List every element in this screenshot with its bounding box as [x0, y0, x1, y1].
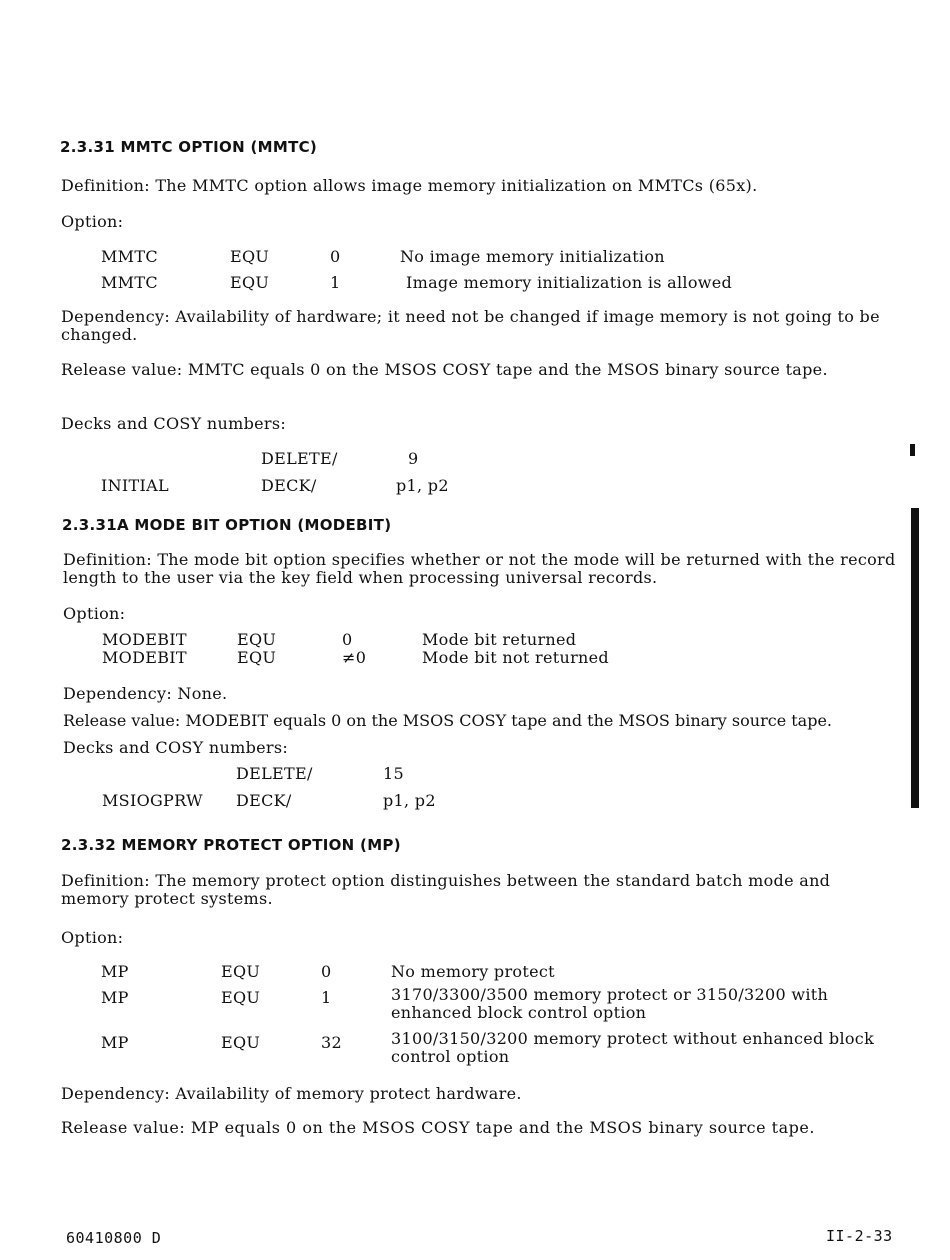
decks-delete: DELETE/	[261, 449, 338, 468]
option-equ: EQU	[230, 247, 270, 266]
release-memory-protect: Release value: MP equals 0 on the MSOS COSY tape and the MSOS binary source tape.	[61, 1118, 815, 1137]
option-label-memory-protect: Option:	[61, 928, 124, 947]
option-value: 0	[321, 962, 332, 981]
option-name: MMTC	[101, 247, 158, 266]
section-heading-mmtc: 2.3.31 MMTC OPTION (MMTC)	[60, 138, 318, 156]
option-equ: EQU	[237, 630, 277, 649]
definition-memory-protect: Definition: The memory protect option distinguishes between the standard batch mode and memory protect systems.	[61, 871, 831, 908]
release-mmtc: Release value: MMTC equals 0 on the MSOS COSY tape and the MSOS binary source tape.	[61, 360, 828, 379]
option-label-modebit: Option:	[63, 604, 126, 623]
decks-deck: DECK/	[236, 791, 292, 810]
option-equ: EQU	[221, 1033, 261, 1052]
option-description: Image memory initialization is allowed	[406, 273, 733, 292]
option-description: No memory protect	[391, 962, 555, 981]
decks-deck-value: p1, p2	[383, 791, 436, 810]
option-name: MMTC	[101, 273, 158, 292]
option-equ: EQU	[221, 962, 261, 981]
decks-label-mmtc: Decks and COSY numbers:	[61, 414, 287, 433]
definition-modebit: Definition: The mode bit option specifies whether or not the mode will be returned with the record length to the user via the key field when processing universal records.	[63, 550, 896, 587]
section-heading-memory-protect: 2.3.32 MEMORY PROTECT OPTION (MP)	[61, 836, 401, 854]
option-name: MODEBIT	[102, 630, 187, 649]
option-name: MP	[101, 962, 129, 981]
definition-mmtc: Definition: The MMTC option allows image memory initialization on MMTCs (65x).	[61, 176, 758, 195]
change-bar-mark	[910, 444, 915, 456]
option-value: ≠0	[342, 648, 367, 667]
dependency-modebit: Dependency: None.	[63, 684, 228, 703]
option-value: 1	[321, 988, 332, 1007]
decks-name: MSIOGPRW	[102, 791, 203, 810]
change-bar	[911, 508, 919, 808]
decks-delete-value: 15	[383, 764, 404, 783]
dependency-mmtc: Dependency: Availability of hardware; it need not be changed if image memory is not going to be changed.	[61, 307, 880, 344]
decks-deck: DECK/	[261, 476, 317, 495]
option-value: 0	[330, 247, 341, 266]
decks-label-modebit: Decks and COSY numbers:	[63, 738, 289, 757]
option-description: 3100/3150/3200 memory protect without enhanced block control option	[391, 1029, 875, 1066]
dependency-memory-protect: Dependency: Availability of memory protect hardware.	[61, 1084, 522, 1103]
option-value: 1	[330, 273, 341, 292]
decks-deck-value: p1, p2	[396, 476, 449, 495]
decks-delete-value: 9	[408, 449, 419, 468]
option-equ: EQU	[237, 648, 277, 667]
option-equ: EQU	[230, 273, 270, 292]
page-number: II-2-33	[826, 1227, 893, 1245]
option-description: 3170/3300/3500 memory protect or 3150/3200 with enhanced block control option	[391, 985, 829, 1022]
option-description: No image memory initialization	[400, 247, 665, 266]
decks-name: INITIAL	[101, 476, 169, 495]
document-number: 60410800 D	[66, 1229, 162, 1247]
option-label-mmtc: Option:	[61, 212, 124, 231]
option-equ: EQU	[221, 988, 261, 1007]
option-name: MP	[101, 1033, 129, 1052]
section-heading-modebit: 2.3.31A MODE BIT OPTION (MODEBIT)	[62, 516, 392, 534]
release-modebit: Release value: MODEBIT equals 0 on the MSOS COSY tape and the MSOS binary source tape.	[63, 711, 833, 730]
decks-delete: DELETE/	[236, 764, 313, 783]
option-description: Mode bit returned	[422, 630, 577, 649]
option-name: MP	[101, 988, 129, 1007]
option-name: MODEBIT	[102, 648, 187, 667]
option-value: 32	[321, 1033, 342, 1052]
option-value: 0	[342, 630, 353, 649]
option-description: Mode bit not returned	[422, 648, 609, 667]
